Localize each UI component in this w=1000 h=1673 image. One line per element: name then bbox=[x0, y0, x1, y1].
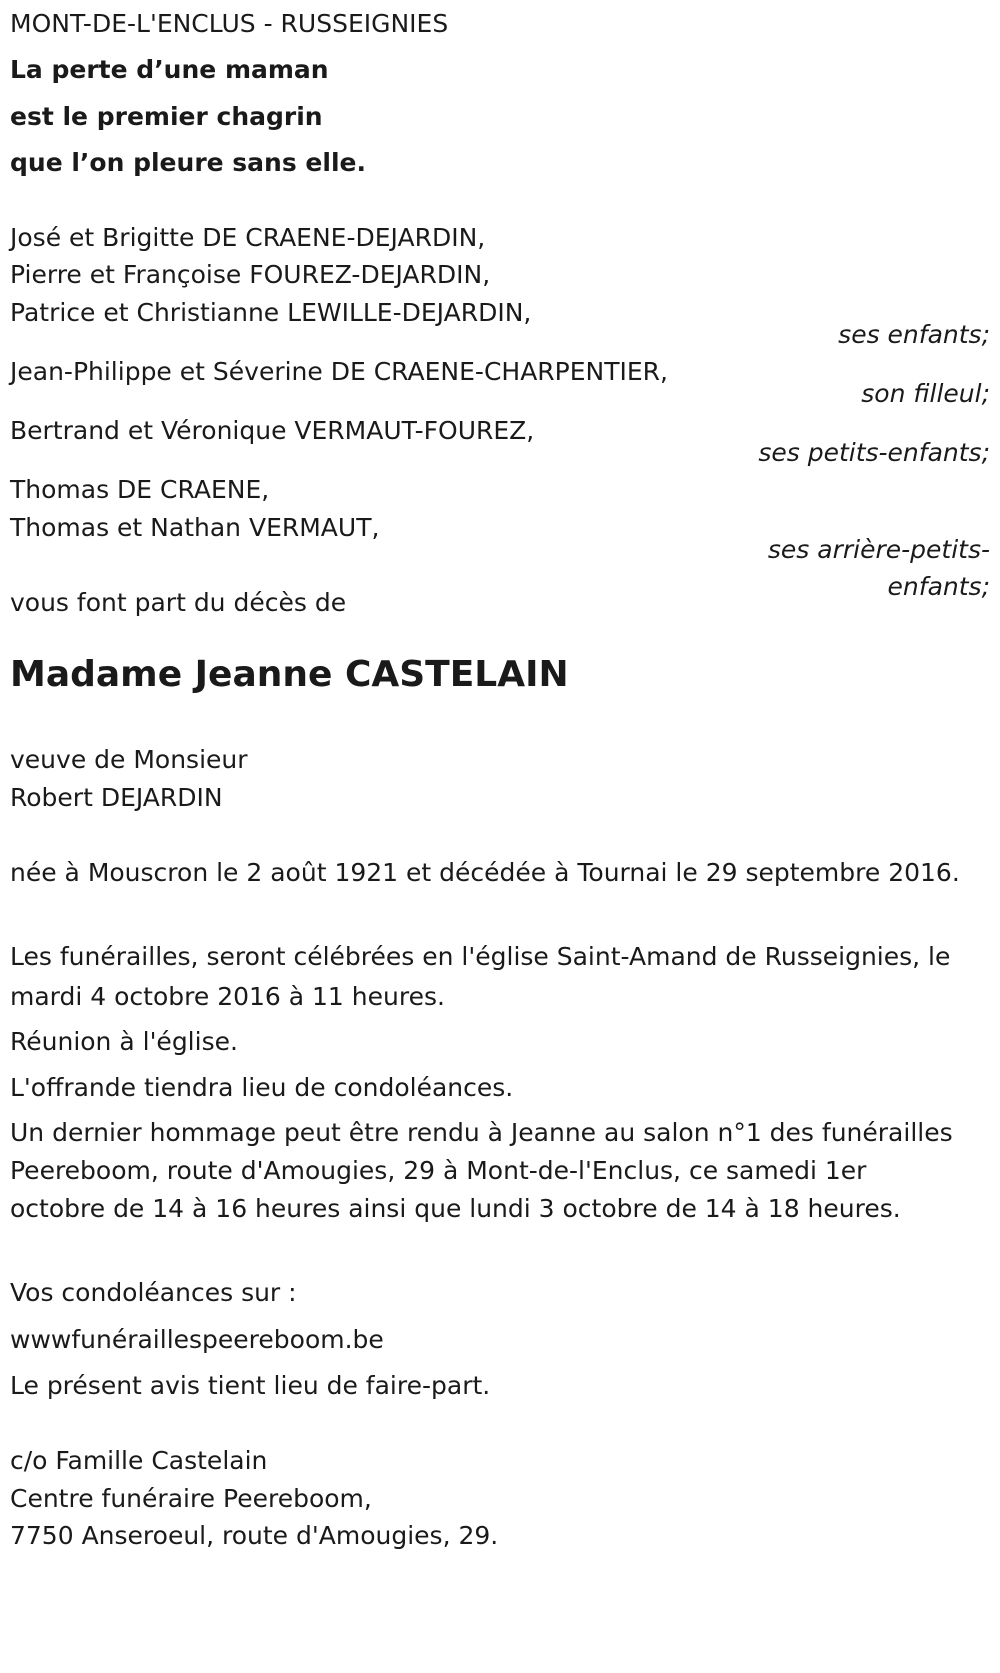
funeral-paragraph: Les funérailles, seront célébrées en l'église Saint-Amand de Russeignies, le mardi 4 octobre 2016 à 11 heures. bbox=[10, 942, 951, 1011]
location-heading: MONT-DE-L'ENCLUS - RUSSEIGNIES bbox=[10, 9, 449, 38]
birth-death-paragraph: née à Mouscron le 2 août 1921 et décédée à Tournai le 29 septembre 2016. bbox=[10, 858, 960, 887]
offering-line: L'offrande tiendra lieu de condoléances. bbox=[10, 1073, 514, 1102]
grandchildren-line: Bertrand et Véronique VERMAUT-FOUREZ, bbox=[10, 416, 535, 445]
grandchildren-role: ses petits-enfants; bbox=[758, 438, 990, 467]
announcement-line: vous font part du décès de bbox=[10, 588, 347, 617]
great-grandchildren-line-1: Thomas DE CRAENE, bbox=[10, 475, 270, 504]
tribute-paragraph: Un dernier hommage peut être rendu à Jeanne au salon n°1 des funérailles Peereboom, route d'Amougies, 29 à Mont-de-l'Enclus, ce samedi 1er octobre de 14 à 16 heures ainsi que lundi 3 octobre de 14 à 18 heures. bbox=[10, 1118, 953, 1223]
children-role: ses enfants; bbox=[838, 320, 990, 349]
quote-line-1: La perte d’une maman bbox=[10, 55, 329, 84]
meeting-line: Réunion à l'église. bbox=[10, 1027, 238, 1056]
godson-line: Jean-Philippe et Séverine DE CRAENE-CHARPENTIER, bbox=[10, 357, 668, 386]
children-line-3: Patrice et Christianne LEWILLE-DEJARDIN, bbox=[10, 298, 532, 327]
widow-line-2: Robert DEJARDIN bbox=[10, 783, 223, 812]
great-grandchildren-line-2: Thomas et Nathan VERMAUT, bbox=[10, 513, 380, 542]
widow-line-1: veuve de Monsieur bbox=[10, 745, 248, 774]
contact-line-2: Centre funéraire Peereboom, bbox=[10, 1484, 372, 1513]
children-line-1: José et Brigitte DE CRAENE-DEJARDIN, bbox=[10, 223, 486, 252]
great-grandchildren-role-1: ses arrière-petits- bbox=[767, 535, 990, 564]
contact-line-1: c/o Famille Castelain bbox=[10, 1446, 268, 1475]
condolences-label: Vos condoléances sur : bbox=[10, 1278, 297, 1307]
quote-line-3: que l’on pleure sans elle. bbox=[10, 148, 366, 177]
deceased-name: Madame Jeanne CASTELAIN bbox=[10, 654, 569, 695]
great-grandchildren-role-2: enfants; bbox=[887, 572, 990, 601]
notice-line: Le présent avis tient lieu de faire-part. bbox=[10, 1371, 491, 1400]
website-text: wwwfunéraillespeereboom.be bbox=[10, 1325, 384, 1354]
quote-line-2: est le premier chagrin bbox=[10, 102, 323, 131]
contact-line-3: 7750 Anseroeul, route d'Amougies, 29. bbox=[10, 1521, 499, 1550]
children-line-2: Pierre et Françoise FOUREZ-DEJARDIN, bbox=[10, 260, 491, 289]
godson-role: son filleul; bbox=[861, 379, 990, 408]
